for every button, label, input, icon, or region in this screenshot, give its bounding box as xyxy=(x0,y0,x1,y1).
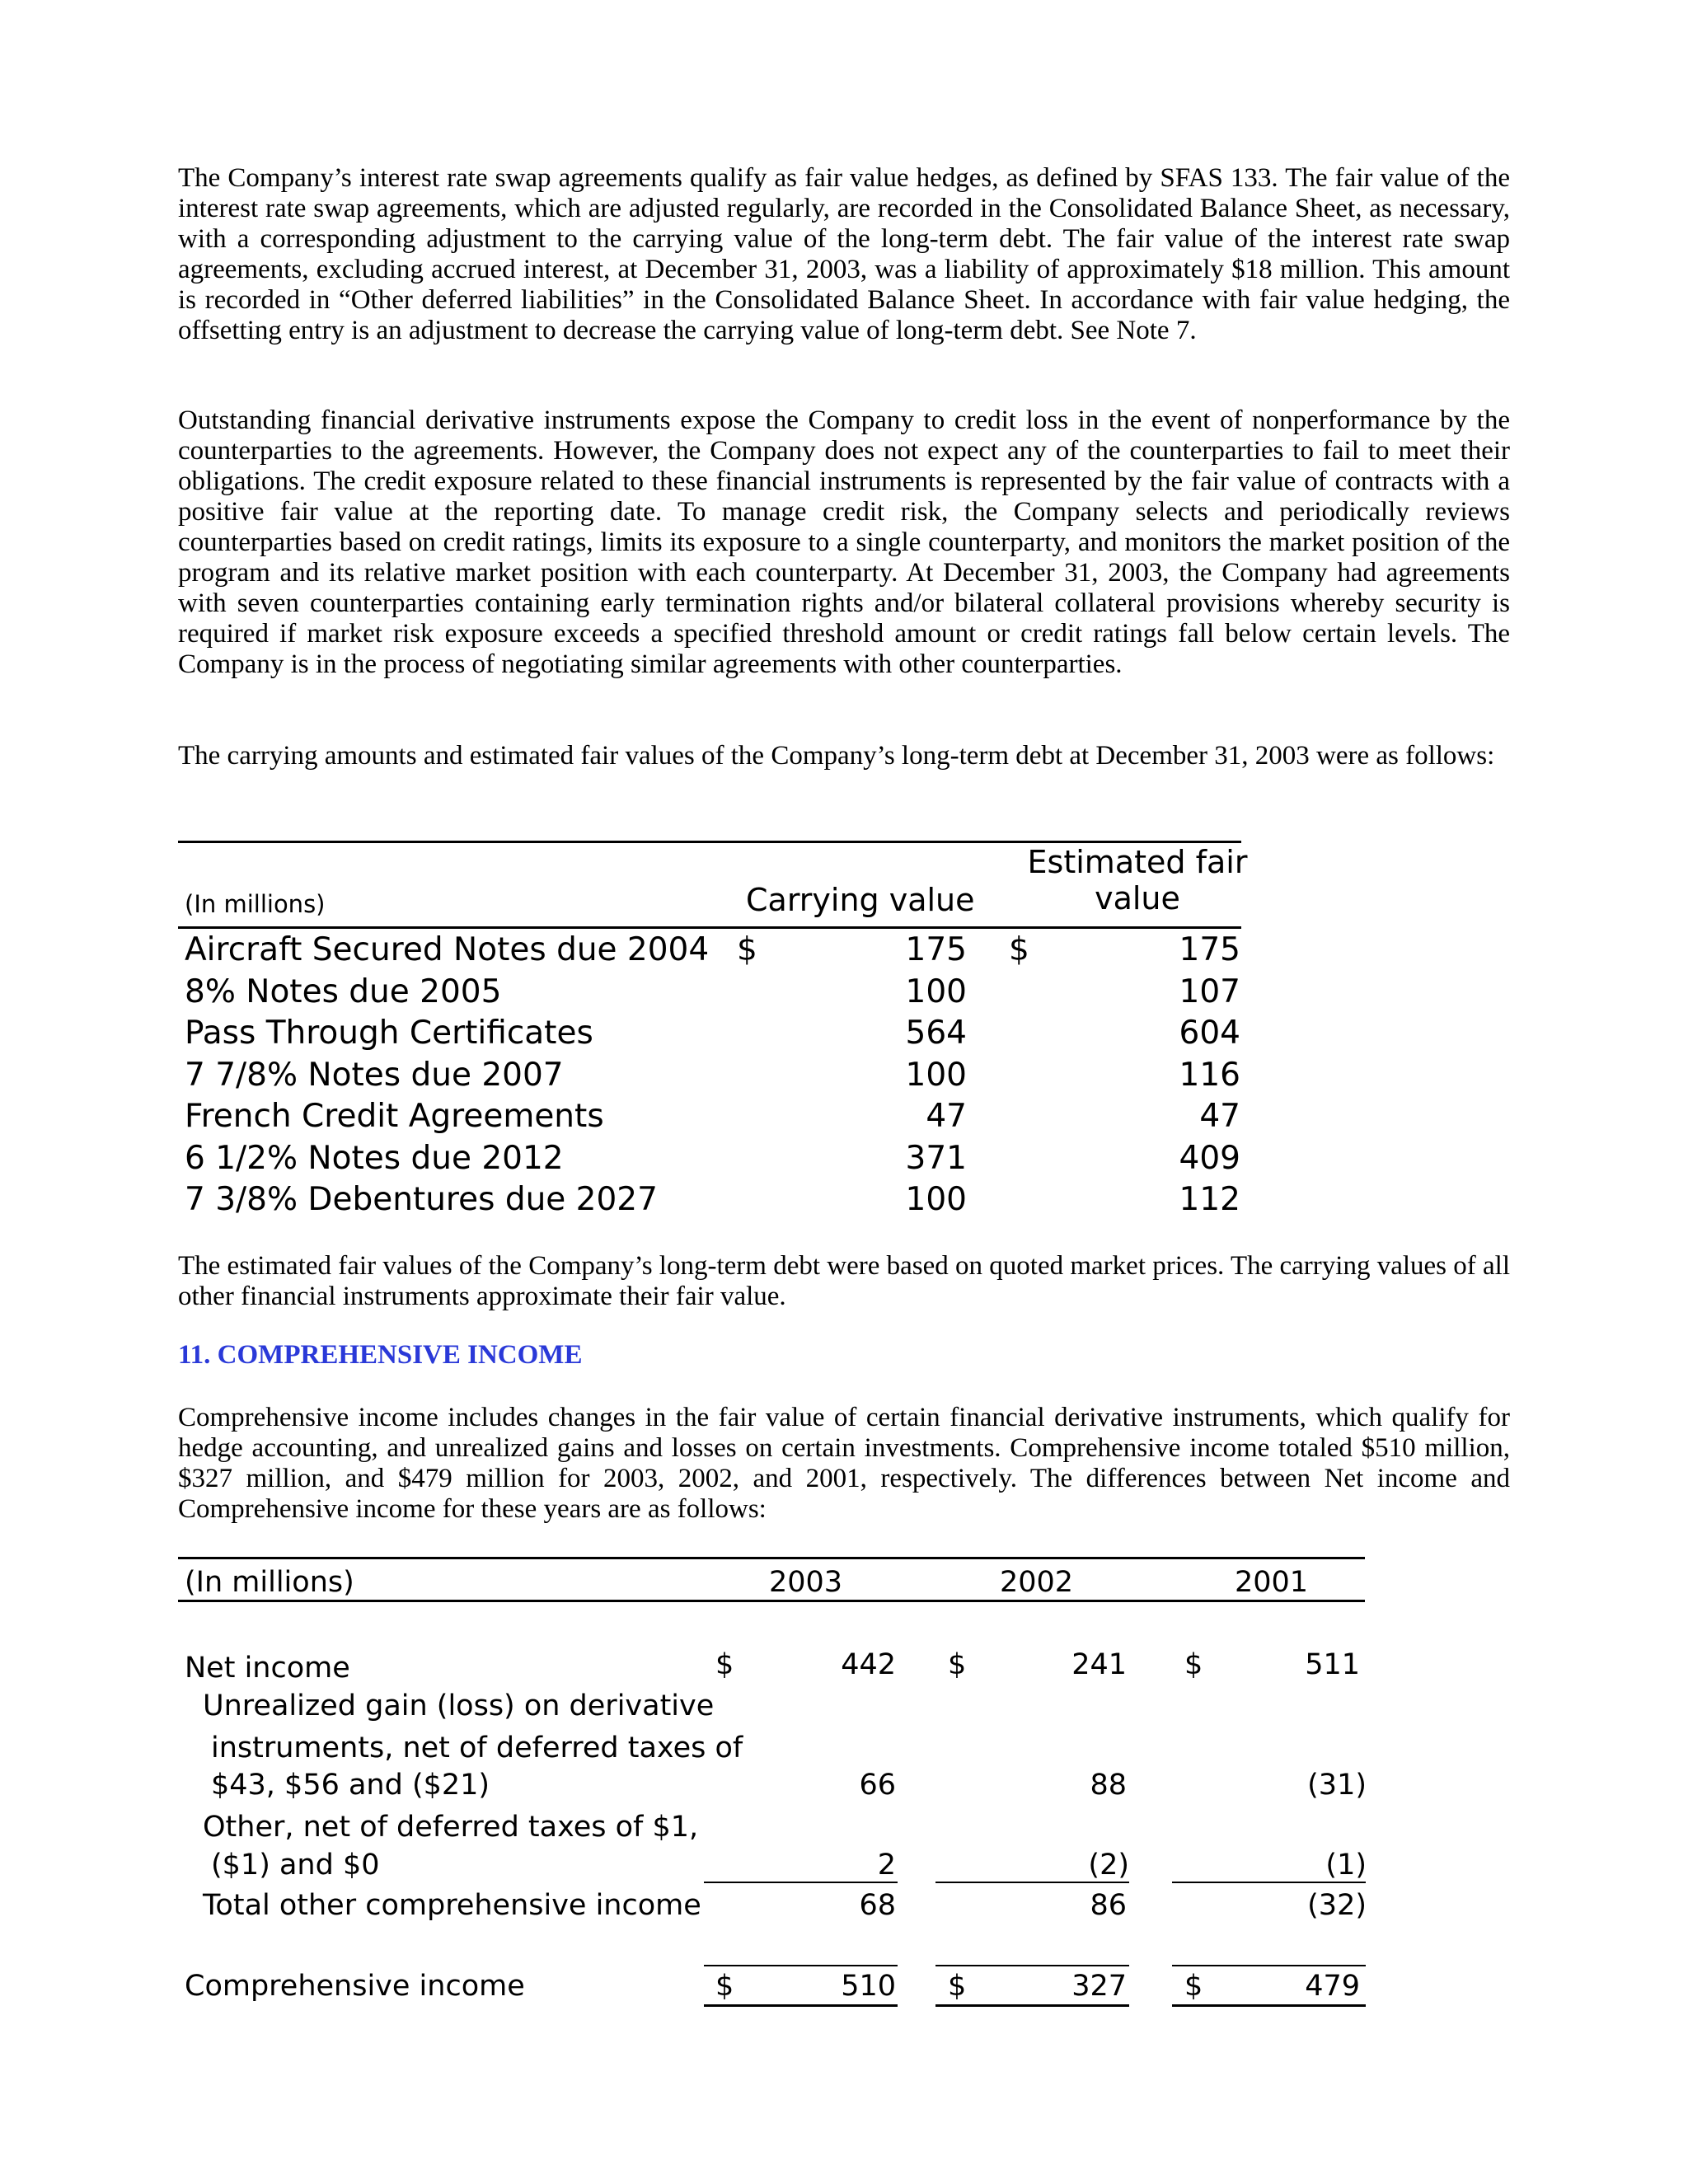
section-heading: 11. COMPREHENSIVE INCOME xyxy=(178,1340,583,1370)
currency-symbol: $ xyxy=(948,1648,967,1681)
column-header-carrying-value: Carrying value xyxy=(746,882,975,918)
currency-symbol: $ xyxy=(1184,1648,1203,1681)
currency-symbol: $ xyxy=(737,931,757,968)
unit-label: (In millions) xyxy=(185,890,326,918)
subtotal-rule-2003 xyxy=(704,1882,898,1883)
currency-symbol: $ xyxy=(715,1648,734,1681)
row-label-unrealized-line1: Unrealized gain (loss) on derivative xyxy=(203,1690,715,1722)
debt-row-carrying-value: 100 xyxy=(905,1181,967,1218)
net-income-2002: 241 xyxy=(1071,1648,1127,1681)
row-label-other-line1: Other, net of deferred taxes of $1, xyxy=(203,1811,699,1844)
paragraph-debt-intro: The carrying amounts and estimated fair values of the Company’s long-term debt at December 31, 2003 were as follows: xyxy=(178,741,1495,771)
currency-symbol: $ xyxy=(715,1970,734,2003)
paragraph-credit-risk: Outstanding financial derivative instruments expose the Company to credit loss in the event of nonperformance by the counterparties to the agreements. However, the Company does not expect any of the counterparties to fail to meet their obligations. The credit exposure related to these financial instruments is represented by the fair value of contracts with a positive fair value at the reporting date. To manage credit risk, the Company selects and periodically reviews counterparties based on credit ratings, limits its exposure to a single counterparty, and monitors the market position of the program and its relative market position with each counterparty. At December 31, 2003, the Company had agreements with seven counterparties containing early termination rights and/or bilateral collateral provisions whereby security is required if market risk exposure exceeds a specified threshold amount or credit ratings fall below certain levels. The Company is in the process of negotiating similar agreements with other counterparties. xyxy=(178,405,1510,679)
currency-symbol: $ xyxy=(1009,931,1029,968)
total-other-2003: 68 xyxy=(859,1889,896,1922)
other-2002: (2) xyxy=(1088,1849,1129,1882)
net-income-2001: 511 xyxy=(1305,1648,1360,1681)
double-rule-2001 xyxy=(1172,2004,1366,2007)
row-label-net-income: Net income xyxy=(185,1652,350,1685)
paragraph-swap-agreements: The Company’s interest rate swap agreements qualify as fair value hedges, as defined by SFAS 133. The fair value of the interest rate swap agreements, which are adjusted regularly, are recorded in the Consolidated Balance Sheet, as necessary, with a corresponding adjustment to the carrying value of the long-term debt. The fair value of the interest rate swap agreements, excluding accrued interest, at December 31, 2003, was a liability of approximately $18 million. This amount is recorded in “Other deferred liabilities” in the Consolidated Balance Sheet. In accordance with fair value hedging, the offsetting entry is an adjustment to decrease the carrying value of long-term debt. See Note 7. xyxy=(178,163,1510,345)
row-label-comprehensive-income: Comprehensive income xyxy=(185,1970,525,2003)
debt-row-name: 6 1/2% Notes due 2012 xyxy=(185,1140,564,1177)
total-top-rule-2001 xyxy=(1172,1965,1366,1966)
debt-row-fair-value: 107 xyxy=(1179,973,1240,1010)
debt-row-name: 8% Notes due 2005 xyxy=(185,973,502,1010)
column-header-2002: 2002 xyxy=(999,1566,1074,1599)
total-top-rule-2002 xyxy=(935,1965,1129,1966)
currency-symbol: $ xyxy=(948,1970,967,2003)
header-bottom-rule xyxy=(178,926,1241,929)
debt-row-carrying-value: 100 xyxy=(905,1057,967,1094)
debt-row-name: 7 7/8% Notes due 2007 xyxy=(185,1057,564,1094)
column-header-2003: 2003 xyxy=(768,1566,843,1599)
total-other-2001: (32) xyxy=(1307,1889,1367,1922)
subtotal-rule-2002 xyxy=(935,1882,1129,1883)
double-rule-2002 xyxy=(935,2004,1129,2007)
debt-row-fair-value: 112 xyxy=(1179,1181,1240,1218)
other-2001: (1) xyxy=(1325,1849,1367,1882)
table-top-rule xyxy=(178,841,1241,843)
debt-row-carrying-value: 564 xyxy=(905,1015,967,1052)
debt-row-carrying-value: 100 xyxy=(905,973,967,1010)
debt-row-name: 7 3/8% Debentures due 2027 xyxy=(185,1181,658,1218)
unrealized-2003: 66 xyxy=(859,1769,896,1802)
header-bottom-rule xyxy=(178,1600,1365,1602)
debt-row-fair-value: 604 xyxy=(1179,1015,1240,1052)
paragraph-fair-value-basis: The estimated fair values of the Company’s long-term debt were based on quoted market prices. The carrying values of all other financial instruments approximate their fair value. xyxy=(178,1251,1510,1311)
total-top-rule-2003 xyxy=(704,1965,898,1966)
row-label-unrealized-line2: instruments, net of deferred taxes of xyxy=(211,1732,743,1765)
row-label-unrealized-line3: $43, $56 and ($21) xyxy=(211,1769,490,1802)
debt-row-name: Pass Through Certificates xyxy=(185,1015,593,1052)
comprehensive-2001: 479 xyxy=(1305,1970,1360,2003)
unrealized-2002: 88 xyxy=(1090,1769,1127,1802)
subtotal-rule-2001 xyxy=(1172,1882,1366,1883)
other-2003: 2 xyxy=(877,1849,896,1882)
debt-row-fair-value: 409 xyxy=(1179,1140,1240,1177)
row-label-total-other: Total other comprehensive income xyxy=(203,1889,701,1922)
debt-row-carrying-value: 371 xyxy=(905,1140,967,1177)
debt-row-fair-value: 175 xyxy=(1179,931,1240,968)
debt-row-fair-value: 116 xyxy=(1179,1057,1240,1094)
unrealized-2001: (31) xyxy=(1307,1769,1367,1802)
debt-row-fair-value: 47 xyxy=(1199,1098,1240,1135)
total-other-2002: 86 xyxy=(1090,1889,1127,1922)
debt-row-carrying-value: 47 xyxy=(926,1098,967,1135)
paragraph-comprehensive-income: Comprehensive income includes changes in the fair value of certain financial derivative instruments, which qualify for hedge accounting, and unrealized gains and losses on certain investments. Comprehensive income totaled $510 million, $327 million, and $479 million for 2003, 2002, and 2001, respectively. The differences between Net income and Comprehensive income for these years are as follows: xyxy=(178,1403,1510,1524)
unit-label: (In millions) xyxy=(185,1566,354,1599)
debt-row-name: Aircraft Secured Notes due 2004 xyxy=(185,931,710,968)
double-rule-2003 xyxy=(704,2004,898,2007)
comprehensive-2002: 327 xyxy=(1071,1970,1127,2003)
currency-symbol: $ xyxy=(1184,1970,1203,2003)
net-income-2003: 442 xyxy=(841,1648,896,1681)
comprehensive-2003: 510 xyxy=(841,1970,896,2003)
row-label-other-line2: ($1) and $0 xyxy=(211,1849,380,1882)
column-header-fair-value: Estimated fair value xyxy=(1027,844,1248,916)
debt-row-name: French Credit Agreements xyxy=(185,1098,604,1135)
column-header-2001: 2001 xyxy=(1234,1566,1309,1599)
table-top-rule xyxy=(178,1557,1365,1559)
debt-row-carrying-value: 175 xyxy=(905,931,967,968)
